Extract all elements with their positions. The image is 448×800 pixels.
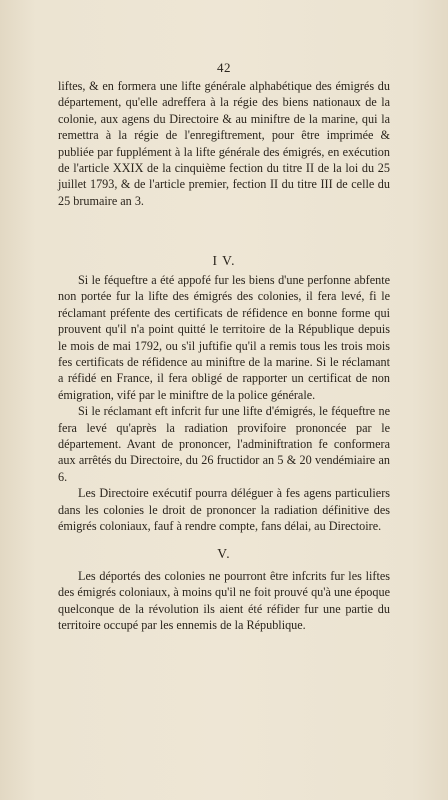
section-heading-4: I V. — [212, 253, 236, 268]
section-4-paragraph-3: Les Directoire exécutif pourra déléguer à fes agens particuliers dans les colonies le droit de prononcer la radiation définitive des émigrés coloniaux, fauf à rendre compte, fans délai, au Directoire. — [58, 486, 390, 534]
section-4-text-block — [58, 272, 390, 535]
continuation-text-block — [58, 78, 390, 209]
section-4-paragraph-2: Si le réclamant eft infcrit fur une lifte d'émigrés, le féqueftre ne fera levé qu'après la radiation provifoire prononcée par le département. Avant de prononcer, l'adminiftration fe conformera aux arrêtés du Directoire, du 26 fructidor an 5 & 20 vendémiaire an 6. — [58, 404, 390, 484]
section-4-paragraph-1: Si le féqueftre a été appofé fur les biens d'une perfonne abfente non portée fur la lifte des émigrés des colonies, il fera levé, fi le réclamant préfente des certificats de réfidence en bonne forme qui prouvent qu'il n'a point quitté le territoire de la République depuis le mois de mai 1792, ou s'il juftifie qu'il a remis tous les trois mois fes certificats de réfidence au miniftre de la marine. Si le réclamant a réfidé en France, il fera obligé de rapporter un certificat de non émigration, vifé par le miniftre de la police générale. — [58, 273, 390, 402]
section-5-paragraph-1: Les déportés des colonies ne pourront être infcrits fur les liftes des émigrés coloniaux, à moins qu'il ne foit prouvé qu'à une époque quelconque de la révolution ils aient été réfider fur une partie du territoire occupé par les ennemis de la République. — [58, 569, 390, 633]
section-heading-5: V. — [217, 546, 231, 561]
section-5-text-block — [58, 568, 390, 634]
continuation-paragraph: liftes, & en formera une lifte générale alphabétique des émigrés du département, qu'elle adreffera à la régie des biens nationaux de la colonie, aux agens du Directoire & au miniftre de la marine, qui la remettra à la régie de l'enregiftrement, pour être imprimée & publiée par fupplément à la lifte générale des émigrés, en exécution de l'article XXIX de la cinquième fection du titre II de la loi du 25 juillet 1793, & de l'article premier, fection II du titre III de celle du 25 brumaire an 3. — [58, 79, 390, 208]
page-number: 42 — [217, 60, 231, 75]
